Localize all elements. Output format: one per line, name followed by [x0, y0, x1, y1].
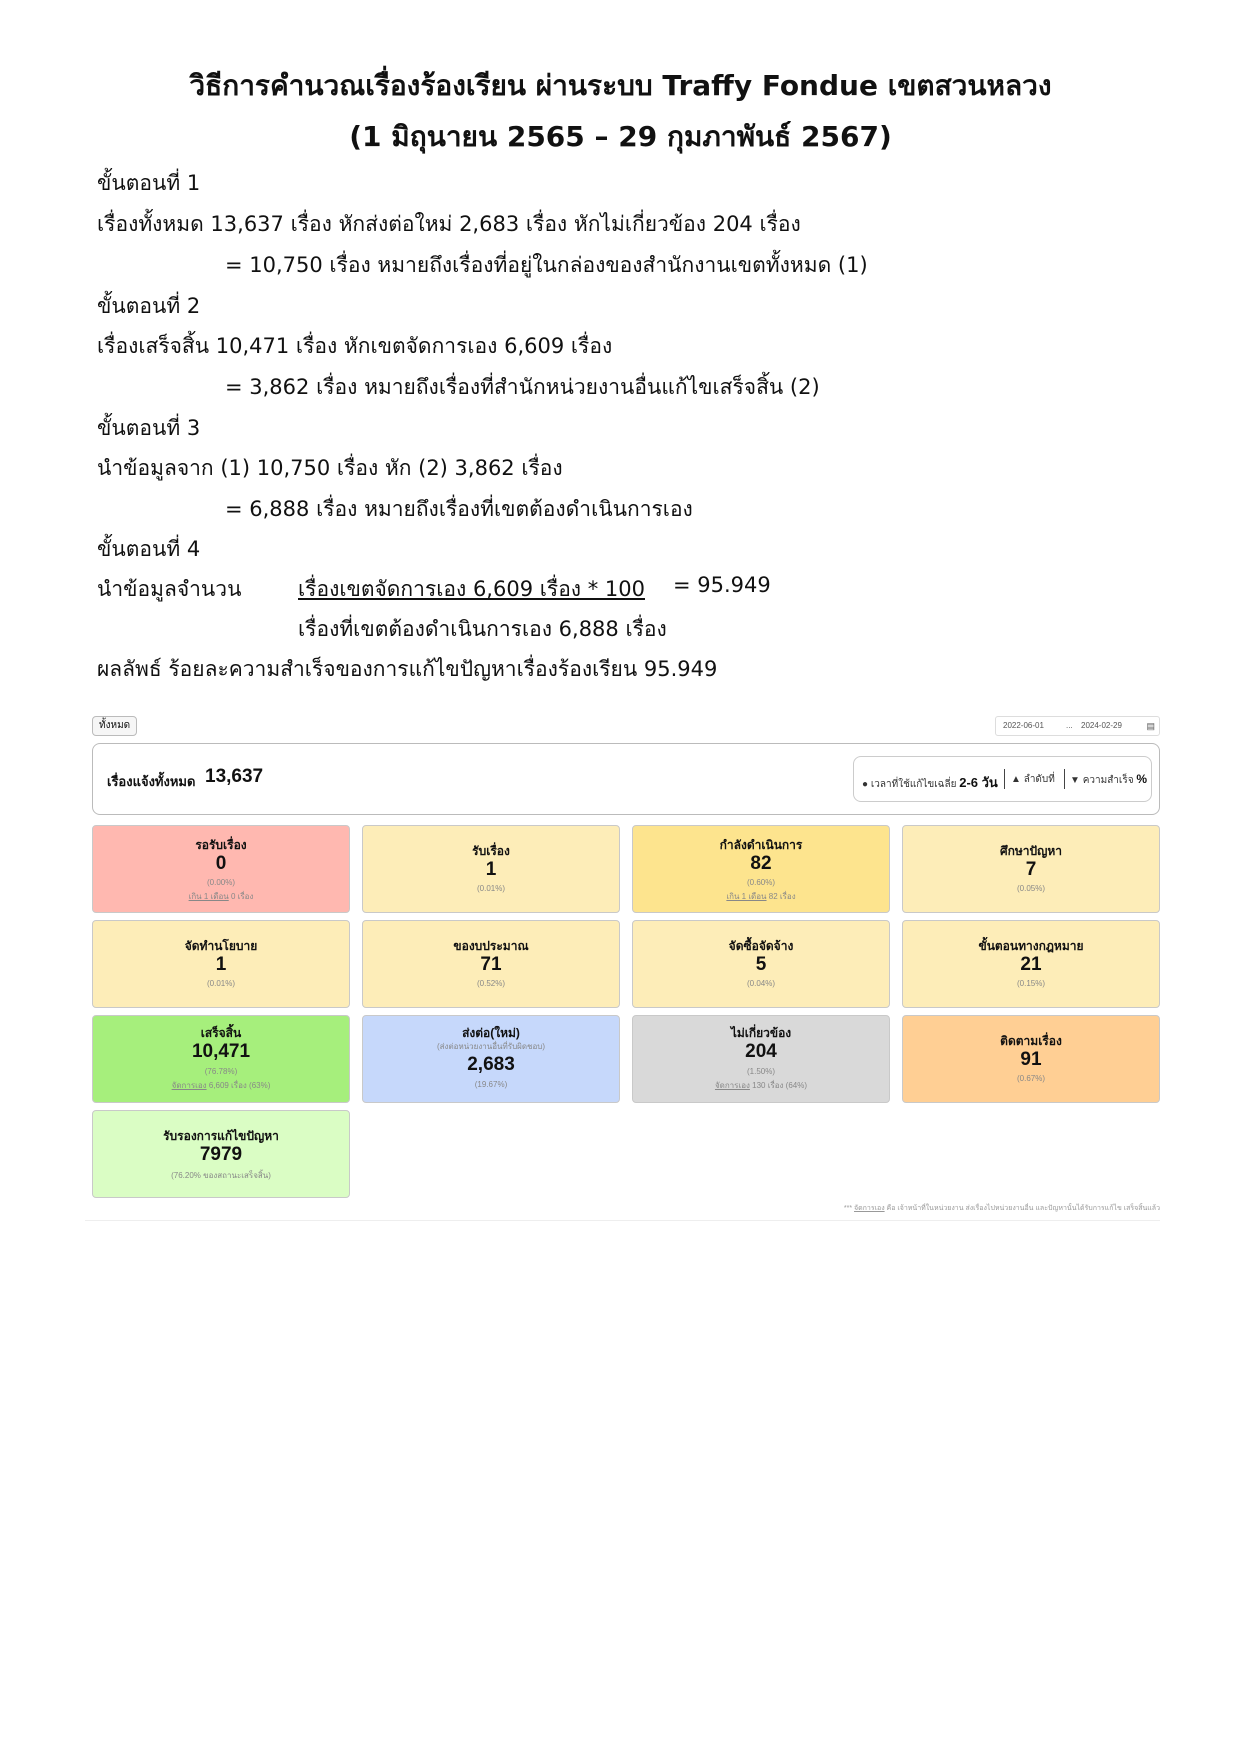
step-2-line: เรื่องเสร็จสิ้น 10,471 เรื่อง หักเขตจัดการเอง 6,609 เรื่อง — [97, 334, 613, 358]
card-sub-link[interactable]: เกิน 1 เดือน — [726, 892, 767, 901]
card-percent: (0.04%) — [746, 979, 775, 988]
step-4-numerator: เรื่องเขตจัดการเอง 6,609 เรื่อง * 100 — [298, 577, 645, 601]
step-2-result: = 3,862 เรื่อง หมายถึงเรื่องที่สำนักหน่วยงานอื่นแก้ไขเสร็จสิ้น (2) — [225, 375, 820, 399]
card-sub — [93, 1079, 349, 1092]
step-1-result: = 10,750 เรื่อง หมายถึงเรื่องที่อยู่ในกล่องของสำนักงานเขตทั้งหมด (1) — [225, 253, 868, 277]
step-2-heading: ขั้นตอนที่ 2 — [97, 294, 201, 318]
card-label: ไม่เกี่ยวข้อง — [730, 1026, 792, 1040]
result-line: ผลลัพธ์ ร้อยละความสำเร็จของการแก้ไขปัญหาเรื่องร้องเรียน 95.949 — [97, 657, 718, 681]
success-unit: % — [1136, 772, 1148, 786]
status-card-forwarded[interactable] — [362, 1015, 620, 1103]
footnote — [680, 1203, 1160, 1214]
card-percent: (0.01%) — [206, 979, 235, 988]
card-value: 82 — [750, 853, 772, 874]
card-sub — [633, 890, 889, 903]
success-label: ความสำเร็จ — [1082, 775, 1134, 786]
footnote-link[interactable]: จัดการเอง — [854, 1205, 885, 1212]
card-percent: (0.00%) — [206, 878, 235, 887]
total-complaints-card — [92, 743, 1160, 815]
step-1-heading: ขั้นตอนที่ 1 — [97, 171, 201, 195]
pill-divider — [1064, 769, 1065, 789]
card-label: ของบประมาณ — [453, 939, 529, 953]
card-note: (ส่งต่อหน่วยงานอื่นที่รับผิดชอบ) — [436, 1042, 546, 1051]
step-3-result: = 6,888 เรื่อง หมายถึงเรื่องที่เขตต้องดำเนินการเอง — [225, 497, 693, 521]
date-from: 2022-06-01 — [1003, 721, 1044, 730]
card-value: 1 — [215, 954, 227, 975]
step-4-equals: = 95.949 — [673, 573, 771, 597]
card-sub — [93, 890, 349, 903]
card-percent: (19.67%) — [474, 1080, 508, 1089]
total-value: 13,637 — [205, 766, 264, 787]
card-percent: (1.50%) — [746, 1067, 775, 1076]
card-percent: (0.01%) — [476, 884, 505, 893]
status-card-received[interactable] — [362, 825, 620, 913]
step-3-line: นำข้อมูลจาก (1) 10,750 เรื่อง หัก (2) 3,862 เรื่อง — [97, 456, 563, 480]
step-3-heading: ขั้นตอนที่ 3 — [97, 416, 201, 440]
status-card-budget[interactable] — [362, 920, 620, 1008]
status-card-irrelevant[interactable] — [632, 1015, 890, 1103]
card-label: รอรับเรื่อง — [195, 838, 247, 852]
card-percent: (0.60%) — [746, 878, 775, 887]
step-1-line: เรื่องทั้งหมด 13,637 เรื่อง หักส่งต่อใหม่ 2,683 เรื่อง หักไม่เกี่ยวข้อง 204 เรื่อง — [97, 212, 801, 236]
card-label: รับเรื่อง — [472, 844, 510, 858]
card-value: 71 — [480, 954, 502, 975]
status-card-completed[interactable] — [92, 1015, 350, 1103]
status-card-follow-up[interactable] — [902, 1015, 1160, 1103]
card-sub-text: 6,609 เรื่อง (63%) — [206, 1081, 271, 1090]
date-range-picker[interactable] — [995, 716, 1160, 736]
step-4-heading: ขั้นตอนที่ 4 — [97, 537, 201, 561]
step-4-denominator: เรื่องที่เขตต้องดำเนินการเอง 6,888 เรื่อง — [298, 617, 667, 641]
date-separator: ... — [1066, 721, 1073, 730]
card-sub-link[interactable]: เกิน 1 เดือน — [188, 892, 229, 901]
user-icon: ● — [862, 779, 869, 790]
rank-icon: ▲ — [1011, 774, 1021, 785]
trophy-icon: ▼ — [1070, 775, 1080, 786]
status-card-policy[interactable] — [92, 920, 350, 1008]
pill-divider — [1004, 769, 1005, 789]
traffy-dashboard-screenshot — [90, 715, 1160, 1225]
calendar-icon[interactable]: ▤ — [1146, 721, 1155, 731]
kpi-pill — [853, 756, 1152, 802]
card-sub-text: 0 เรื่อง — [228, 892, 254, 901]
document-title: วิธีการคำนวณเรื่องร้องเรียน ผ่านระบบ Traffy Fondue เขตสวนหลวง — [189, 69, 1052, 102]
footnote-text: คือ เจ้าหน้าที่ในหน่วยงาน ส่งเรื่องไปหน่วยงานอื่น และปัญหานั้นได้รับการแก้ไข เสร็จสิ้นแล้ว — [884, 1205, 1160, 1212]
status-card-procurement[interactable] — [632, 920, 890, 1008]
card-label: ศึกษาปัญหา — [999, 844, 1063, 858]
total-label: เรื่องแจ้งทั้งหมด — [107, 774, 196, 789]
date-to: 2024-02-29 — [1081, 721, 1122, 730]
card-value: 10,471 — [191, 1041, 251, 1062]
divider — [85, 1220, 1160, 1221]
card-label: กำลังดำเนินการ — [719, 838, 803, 852]
status-card-legal[interactable] — [902, 920, 1160, 1008]
card-percent: (0.15%) — [1016, 979, 1045, 988]
card-value: 7979 — [199, 1144, 243, 1165]
card-value: 21 — [1020, 954, 1042, 975]
card-label: จัดทำนโยบาย — [184, 939, 258, 953]
card-label: ขั้นตอนทางกฎหมาย — [978, 939, 1084, 953]
card-sub-link[interactable]: จัดการเอง — [714, 1081, 750, 1090]
avg-time-label: เวลาที่ใช้แก้ไขเฉลี่ย — [870, 779, 957, 790]
card-value: 1 — [485, 859, 497, 880]
card-percent: (0.05%) — [1016, 884, 1045, 893]
document-date-range: (1 มิถุนายน 2565 – 29 กุมภาพันธ์ 2567) — [349, 120, 892, 153]
card-label: รับรองการแก้ไขปัญหา — [163, 1129, 279, 1143]
footnote-prefix: *** — [843, 1205, 853, 1212]
rank-kpi[interactable] — [1011, 772, 1055, 787]
card-percent: (0.67%) — [1016, 1074, 1045, 1083]
card-label: ติดตามเรื่อง — [1000, 1034, 1062, 1048]
step-4-label: นำข้อมูลจำนวน — [97, 577, 242, 601]
rank-label: ลำดับที่ — [1023, 774, 1055, 785]
status-card-in-progress[interactable] — [632, 825, 890, 913]
card-sub — [633, 1079, 889, 1092]
card-label: ส่งต่อ(ใหม่) — [462, 1026, 520, 1040]
card-label: เสร็จสิ้น — [200, 1026, 242, 1040]
card-sub-text: 130 เรื่อง (64%) — [749, 1081, 808, 1090]
success-kpi[interactable] — [1070, 772, 1147, 788]
card-percent: (0.52%) — [476, 979, 505, 988]
card-percent: (76.20% ของสถานะเสร็จสิ้น) — [171, 1171, 271, 1180]
card-label: จัดซื้อจัดจ้าง — [728, 939, 794, 953]
card-value: 91 — [1020, 1049, 1042, 1070]
status-card-study[interactable] — [902, 825, 1160, 913]
card-value: 0 — [215, 853, 227, 874]
card-value: 7 — [1025, 859, 1037, 880]
card-value: 204 — [745, 1041, 777, 1062]
status-card-certified[interactable] — [92, 1110, 350, 1198]
card-sub-link[interactable]: จัดการเอง — [171, 1081, 207, 1090]
filter-all-button[interactable]: ทั้งหมด — [92, 716, 137, 736]
card-value: 2,683 — [467, 1054, 515, 1075]
card-sub-text: 82 เรื่อง — [766, 892, 796, 901]
avg-time-value: 2-6 วัน — [959, 775, 998, 790]
card-percent: (76.78%) — [204, 1067, 238, 1076]
card-value: 5 — [755, 954, 767, 975]
status-card-pending[interactable] — [92, 825, 350, 913]
avg-time-kpi — [862, 772, 998, 793]
